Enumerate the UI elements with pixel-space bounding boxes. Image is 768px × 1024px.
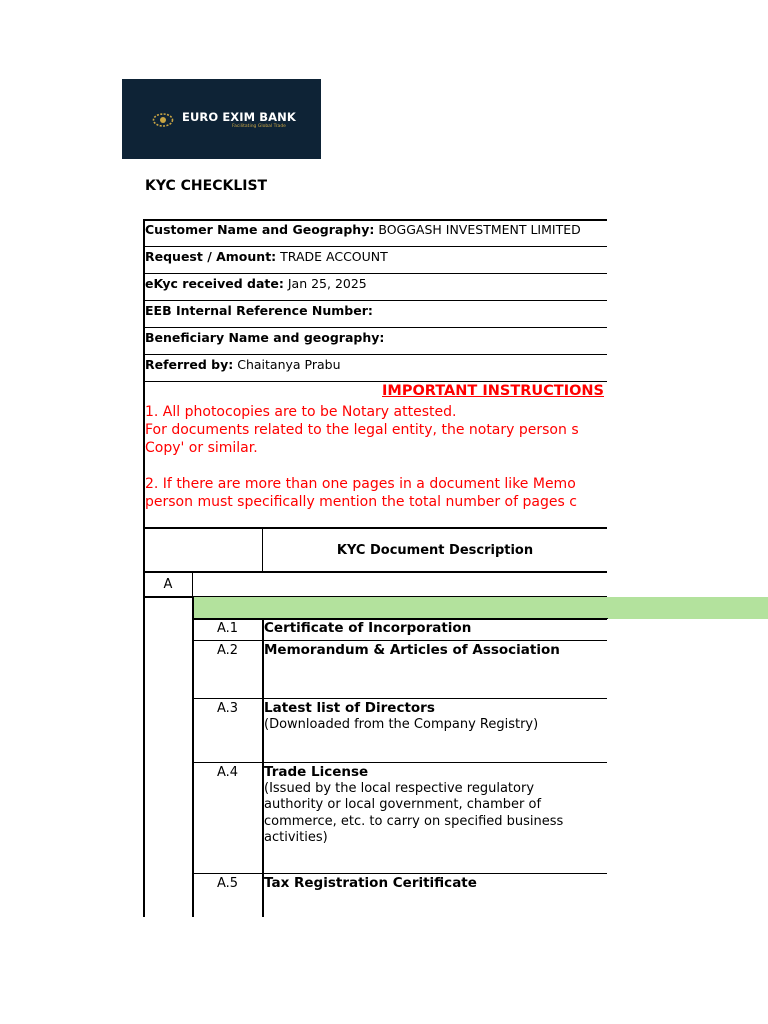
instruction-line: 2. If there are more than one pages in a document like Memo: [145, 476, 576, 492]
row-number: A.1: [216, 621, 239, 636]
info-row-beneficiary: [145, 329, 607, 356]
logo-name: EURO EXIM BANK: [182, 110, 296, 124]
info-label: Request / Amount:: [145, 249, 277, 264]
info-row-customer: [145, 221, 607, 248]
info-label: eKyc received date:: [145, 276, 284, 291]
logo-tagline: Facilitating Global Trade: [232, 124, 286, 129]
table-row: [264, 700, 604, 733]
table-header-bottom: [143, 571, 608, 573]
page-crop: [607, 619, 768, 1024]
instructions-title: IMPORTANT INSTRUCTIONS: [382, 383, 604, 399]
section-band: [193, 597, 768, 619]
divider: [193, 873, 607, 874]
row-number: A.2: [216, 643, 239, 658]
info-row-request: [145, 248, 607, 275]
doc-title: Tax Registration Ceritificate: [264, 875, 477, 891]
doc-detail: (Downloaded from the Company Registry): [264, 716, 539, 732]
doc-title: Certificate of Incorporation: [264, 620, 472, 636]
doc-detail: commerce, etc. to carry on specified business: [264, 813, 564, 829]
table-row: [264, 764, 604, 847]
info-value: Chaitanya Prabu: [237, 357, 341, 372]
divider: [192, 573, 193, 597]
info-value: Jan 25, 2025: [287, 276, 367, 291]
doc-title: Memorandum & Articles of Association: [264, 642, 560, 658]
doc-title: Latest list of Directors: [264, 700, 435, 716]
info-label: Beneficiary Name and geography:: [145, 330, 385, 345]
page-title: KYC CHECKLIST: [145, 178, 268, 194]
doc-detail: authority or local government, chamber of: [264, 797, 542, 812]
info-row-referred-by: [145, 356, 607, 383]
instruction-line: person must specifically mention the total number of pages c: [145, 494, 577, 510]
divider: [193, 762, 607, 763]
row-number: A.5: [216, 876, 239, 891]
page-crop: [607, 0, 768, 597]
info-value: BOGGASH INVESTMENT LIMITED: [378, 222, 581, 237]
doc-detail: activities): [264, 830, 328, 845]
divider: [193, 698, 607, 699]
info-value: TRADE ACCOUNT: [280, 249, 388, 264]
instruction-line: 1. All photocopies are to be Notary attested.: [145, 404, 457, 420]
row-number: A.3: [216, 701, 239, 716]
info-row-ekyc-date: [145, 275, 607, 302]
instruction-line: Copy' or similar.: [145, 440, 258, 456]
table-header-description: KYC Document Description: [336, 542, 534, 558]
globe-ring-icon: [152, 109, 174, 131]
doc-title: Trade License: [264, 764, 369, 780]
table-row: [264, 642, 604, 659]
info-row-reference: [145, 302, 607, 329]
instruction-line: For documents related to the legal entity, the notary person s: [145, 422, 579, 438]
info-label: EEB Internal Reference Number:: [145, 303, 373, 318]
info-label: Referred by:: [145, 357, 234, 372]
divider: [193, 640, 607, 641]
row-number: A.4: [216, 765, 239, 780]
info-label: Customer Name and Geography:: [145, 222, 375, 237]
table-row: [264, 620, 604, 637]
bank-logo: [122, 79, 321, 159]
section-label: A: [163, 576, 173, 592]
table-row: [264, 875, 604, 892]
doc-detail: (Issued by the local respective regulatory: [264, 780, 535, 796]
